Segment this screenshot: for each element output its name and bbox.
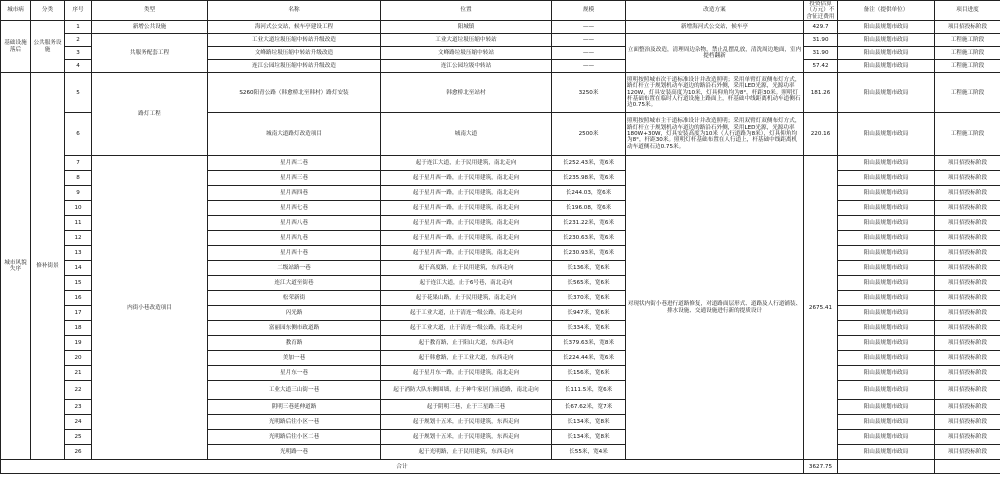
plan-cell: 照明按照城市次干道标准设计并改造照明；采用单臂灯双侧布灯方式，路灯杆立于规划机动车道边的路沿石外侧，采用LED光源，光源功率120W，灯具安装高度为10米，灯具仰角均为8°，杆距30米。照明灯杆基础布置在临时人行道设施上路面上，杆基础中线距离机动车道侧石边0.75米。 bbox=[626, 73, 804, 113]
col-seq: 序号 bbox=[65, 1, 92, 21]
type-cell: 内街小巷改造项目 bbox=[92, 156, 208, 460]
table-row: 4 连江公园垃圾压缩中转站升级改造 连江公园垃圾中转站 —— 57.42 阳山县规划市政局 工程施工阶段 bbox=[1, 60, 1000, 73]
col-name: 名称 bbox=[208, 1, 381, 21]
plan-cell: 对现状内街小巷进行道路修复，对道路面层形式、道路及人行道铺装、排水设施、交通设施进行新的提质设计 bbox=[626, 156, 804, 460]
type-cell: 共服务配套工程 bbox=[92, 34, 208, 73]
plan-cell: 新增海河式公交站，候车亭 bbox=[626, 21, 804, 34]
table-row: 2 共服务配套工程 工业大道垃圾压缩中转站升级改造 工业大道垃圾压缩中转站 —— 立面整治及改造，清理周边杂物，禁止乱摆乱放，清洗周边地面，室内提档翻新 31.90 阳山县规划市政局 工程施工阶段 bbox=[1, 34, 1000, 47]
table-row: 18 富丽园东侧市政道路 起于工业大道，止于清连一级公路，南北走向 长334米，宽6米 阳山县规划市政局 项目招投标阶段 bbox=[1, 321, 1000, 336]
invest-merged: 2675.41 bbox=[804, 156, 838, 460]
col-note: 备注（提供单位） bbox=[838, 1, 935, 21]
table-row: 23 阴明三巷延伸道路 起于阴明三巷，止于三星路三巷 长67.62米，宽7米 阳山县规划市政局 项目招投标阶段 bbox=[1, 400, 1000, 415]
group-city-style: 城市风貌失序 bbox=[1, 73, 31, 460]
table-row: 22 工业大道三山街一巷 起于消防大队东侧围墙，止于神牛家居门前道路，南北走向 长111.5米，宽6米 阳山县规划市政局 项目招投标阶段 bbox=[1, 381, 1000, 400]
group-cat-public: 公共服务设施 bbox=[31, 21, 65, 73]
group-cat-street: 修补街景 bbox=[31, 73, 65, 460]
table-row: 14 二级站路一巷 起于高度路，止于民用建筑，东西走向 长136米，宽6米 阳山县规划市政局 项目招投标阶段 bbox=[1, 261, 1000, 276]
table-row: 12 星月西九巷 起于星月西一路，止于民用建筑，南北走向 长230.63米，宽6米 阳山县规划市政局 项目招投标阶段 bbox=[1, 231, 1000, 246]
table-row: 9 星月西四巷 起于星月西一路，止于民用建筑，南北走向 长244.03，宽6米 阳山县规划市政局 项目招投标阶段 bbox=[1, 186, 1000, 201]
col-location: 位置 bbox=[381, 1, 552, 21]
table-row: 8 星月西三巷 起于星月西一路，止于民用建筑，南北走向 长235.98米，宽6米 阳山县规划市政局 项目招投标阶段 bbox=[1, 171, 1000, 186]
total-value: 3627.75 bbox=[804, 460, 838, 474]
total-label: 合计 bbox=[1, 460, 804, 474]
col-spec: 规模 bbox=[552, 1, 626, 21]
table-row: 25 光明路后往小区二巷 起于规划十五米，止于民用建筑，东西走向 长134米，宽8米 阳山县规划市政局 项目招投标阶段 bbox=[1, 430, 1000, 445]
table-row: 20 美加一巷 起于韩愈路，止于工业大道，东西走向 长224.44米，宽6米 阳山县规划市政局 项目招投标阶段 bbox=[1, 351, 1000, 366]
table-row: 19 教育路 起于教育路，止于阳山大道，东西走向 长379.63米，宽8米 阳山县规划市政局 项目招投标阶段 bbox=[1, 336, 1000, 351]
table-row: 24 光明路后往小区一巷 起于规划十五米，止于民用建筑，东西走向 长134米，宽8米 阳山县规划市政局 项目招投标阶段 bbox=[1, 415, 1000, 430]
col-city-type: 城市病 bbox=[1, 1, 31, 21]
col-plan: 改造方案 bbox=[626, 1, 804, 21]
type-cell: 路灯工程 bbox=[92, 73, 208, 156]
table-row: 16 松荣新街 起于花果山路，止于民用建筑，南北走向 长370米，宽6米 阳山县规划市政局 项目招投标阶段 bbox=[1, 291, 1000, 306]
table-row: 3 文峰路垃圾压缩中转站升级改造 文峰路垃圾压缩中转站 —— 31.90 阳山县规划市政局 工程施工阶段 bbox=[1, 47, 1000, 60]
col-invest: 投资估算（万元）不含征迁费用 bbox=[804, 1, 838, 21]
table-row: 13 星月西十巷 起于星月西一路，止于民用建筑，南北走向 长230.93米，宽6米 阳山县规划市政局 项目招投标阶段 bbox=[1, 246, 1000, 261]
table-row: 26 光明路一巷 起于光明路，止于民用建筑，东西走向 长55米，宽4米 阳山县规划市政局 项目招投标阶段 bbox=[1, 445, 1000, 460]
table-row: 10 星月西七巷 起于星月西一路，止于民用建筑，南北走向 长196.08，宽6米 阳山县规划市政局 项目招投标阶段 bbox=[1, 201, 1000, 216]
col-progress: 项目进度 bbox=[935, 1, 1000, 21]
table-row: 6 城南大道路灯改造项目 城南大道 2500米 照明按照城市主干道标准设计并改造照明；采用双臂灯双侧布灯方式，路灯杆立于规划机动车道边的路沿石外侧，采用LED光源，光源功率180W+30W，灯具安装高度为10米（人行道路为8米），灯具仰角均为8°，杆距30米。照明灯杆基础布置在人行道上，杆基础中线距离机动车道侧石边0.75米。 220.16 阳山县规划市政局 工程施工阶段 bbox=[1, 113, 1000, 156]
table-row: 基础设施落后 公共服务设施 1 新增公共设施 海河式公交站，候车亭建设工程 阳城镇 —— 新增海河式公交站，候车亭 429.7 阳山县规划市政局 项目招投标阶段 bbox=[1, 21, 1000, 34]
col-type: 类型 bbox=[92, 1, 208, 21]
table-row: 15 连江大道至街巷 起于连江大道，止于6号巷，南北走向 长565米，宽6米 阳山县规划市政局 项目招投标阶段 bbox=[1, 276, 1000, 291]
plan-cell: 照明按照城市主干道标准设计并改造照明；采用双臂灯双侧布灯方式，路灯杆立于规划机动车道边的路沿石外侧，采用LED光源，光源功率180W+30W，灯具安装高度为10米（人行道路为8米），灯具仰角均为8°，杆距30米。照明灯杆基础布置在人行道上，杆基础中线距离机动车道侧石边0.75米。 bbox=[626, 113, 804, 156]
table-row: 7 内街小巷改造项目 星月西二巷 起于连江大道，止于民用建筑，南北走向 长252.43米，宽6米 对现状内街小巷进行道路修复，对道路面层形式、道路及人行道铺装、排水设施、交通设施进行新的提质设计 2675.41 阳山县规划市政局 项目招投标阶段 bbox=[1, 156, 1000, 171]
total-row bbox=[1, 460, 1000, 474]
header-row bbox=[1, 1, 1000, 21]
group-city-infra: 基础设施落后 bbox=[1, 21, 31, 73]
type-cell: 新增公共设施 bbox=[92, 21, 208, 34]
col-category: 分类 bbox=[31, 1, 65, 21]
table-row: 17 闪光路 起于工业大道，止于清连一级公路，南北走向 长947米，宽6米 阳山县规划市政局 项目招投标阶段 bbox=[1, 306, 1000, 321]
table-row: 城市风貌失序 修补街景 5 路灯工程 S260阳青公路（韩愈桥北至韩村）路灯安装 韩愈桥北至站村 3250米 照明按照城市次干道标准设计并改造照明；采用单臂灯双侧布灯方式，路灯杆立于规划机动车道边的路沿石外侧，采用LED光源，光源功率120W，灯具安装高度为10米，灯具仰角均为8°，杆距30米。照明灯杆基础布置在临时人行道设施上路面上，杆基础中线距离机动车道侧石边0.75米。 181.26 阳山县规划市政局 工程施工阶段 bbox=[1, 73, 1000, 113]
plan-cell: 立面整治及改造，清理周边杂物，禁止乱摆乱放，清洗周边地面，室内提档翻新 bbox=[626, 34, 804, 73]
table-row: 21 星月东一巷 起于星月东一路，止于民用建筑，南北走向 长156米，宽6米 阳山县规划市政局 项目招投标阶段 bbox=[1, 366, 1000, 381]
table-row: 11 星月西八巷 起于星月西一路，止于民用建筑，南北走向 长231.22米，宽6米 阳山县规划市政局 项目招投标阶段 bbox=[1, 216, 1000, 231]
